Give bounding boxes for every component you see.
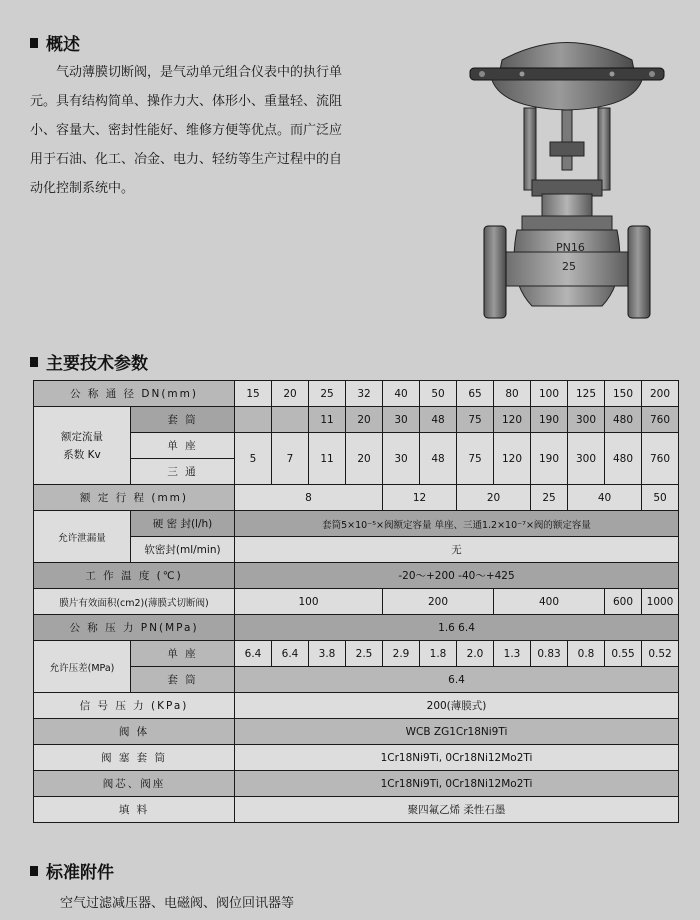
accessories-text: 空气过滤减压器、电磁阀、阀位回讯器等: [60, 896, 295, 911]
dp-single-cell: 6.4: [235, 641, 272, 667]
table-row: [34, 797, 679, 823]
kv-single-cell: 30: [383, 433, 420, 485]
kv-label: 额定流量 系数 Kv: [34, 407, 131, 485]
dn-cell: 25: [309, 381, 346, 407]
area-cell: 100: [235, 589, 383, 615]
kv-single-cell: 20: [346, 433, 383, 485]
dn-cell: 65: [457, 381, 494, 407]
table-row: [34, 485, 679, 511]
bullet-square-icon: [30, 38, 38, 48]
table-row: [34, 719, 679, 745]
dp-sleeve-label: 套 筒: [131, 667, 235, 693]
kv-sleeve-cell: 48: [420, 407, 457, 433]
signal-pressure-value: 200(薄膜式): [235, 693, 679, 719]
table-row: [34, 433, 679, 459]
table-row: [34, 615, 679, 641]
signal-pressure-label: 信 号 压 力 (KPa): [34, 693, 235, 719]
table-row: [34, 667, 679, 693]
dp-single-label: 单 座: [131, 641, 235, 667]
dn-cell: 200: [642, 381, 679, 407]
table-row: [34, 745, 679, 771]
packing-value: 聚四氟乙烯 柔性石墨: [235, 797, 679, 823]
table-row: [34, 381, 679, 407]
kv-single-cell: 48: [420, 433, 457, 485]
temperature-label: 工 作 温 度 (℃): [34, 563, 235, 589]
kv-single-cell: 5: [235, 433, 272, 485]
single-seat-label: 单 座: [131, 433, 235, 459]
three-way-label: 三 通: [131, 459, 235, 485]
leakage-label: 允许泄漏量: [34, 511, 131, 563]
kv-single-cell: 120: [494, 433, 531, 485]
stroke-cell: 40: [568, 485, 642, 511]
temperature-value: -20～+200 -40～+425: [235, 563, 679, 589]
dp-single-cell: 0.52: [642, 641, 679, 667]
kv-single-cell: 11: [309, 433, 346, 485]
spec-table: [33, 380, 679, 823]
area-cell: 600: [605, 589, 642, 615]
table-row: [34, 693, 679, 719]
allowable-dp-label: 允许压差(MPa): [34, 641, 131, 693]
dn-label: 公 称 通 径 DN(mm): [34, 381, 235, 407]
dp-single-cell: 2.5: [346, 641, 383, 667]
hard-seal-label: 硬 密 封(l/h): [131, 511, 235, 537]
soft-seal-value: 无: [235, 537, 679, 563]
table-row: [34, 511, 679, 537]
overview-line: 小、容量大、密封性能好、维修方便等优点。而广泛应: [30, 123, 343, 138]
core-seat-value: 1Cr18Ni9Ti, 0Cr18Ni12Mo2Ti: [235, 771, 679, 797]
dn-cell: 125: [568, 381, 605, 407]
dn-cell: 80: [494, 381, 531, 407]
hard-seal-value: 套筒5×10⁻⁵×阀额定容量 单座、三通1.2×10⁻⁷×阀的额定容量: [235, 511, 679, 537]
empty-cell: [235, 407, 272, 433]
table-row: [34, 407, 679, 433]
table-row: [34, 537, 679, 563]
overview-line: 用于石油、化工、冶金、电力、轻纺等生产过程中的自: [30, 152, 343, 167]
stroke-label: 额 定 行 程 (mm): [34, 485, 235, 511]
dp-sleeve-value: 6.4: [235, 667, 679, 693]
table-row: [34, 563, 679, 589]
kv-single-cell: 760: [642, 433, 679, 485]
soft-seal-label: 软密封(ml/min): [131, 537, 235, 563]
valve-body-value: WCB ZG1Cr18Ni9Ti: [235, 719, 679, 745]
plug-sleeve-value: 1Cr18Ni9Ti, 0Cr18Ni12Mo2Ti: [235, 745, 679, 771]
valve-pn-mark: PN16: [556, 241, 585, 254]
dp-single-cell: 0.8: [568, 641, 605, 667]
dp-single-cell: 3.8: [309, 641, 346, 667]
core-seat-label: 阀芯、阀座: [34, 771, 235, 797]
empty-cell: [272, 407, 309, 433]
nominal-pressure-label: 公 称 压 力 PN(MPa): [34, 615, 235, 641]
kv-sleeve-cell: 190: [531, 407, 568, 433]
pneumatic-valve-image: [462, 30, 672, 330]
specs-heading: 主要技术参数: [30, 349, 148, 374]
table-row: [34, 589, 679, 615]
dn-cell: 32: [346, 381, 383, 407]
bullet-square-icon: [30, 866, 38, 876]
stroke-cell: 50: [642, 485, 679, 511]
kv-sleeve-cell: 75: [457, 407, 494, 433]
dn-cell: 20: [272, 381, 309, 407]
plug-sleeve-label: 阀 塞 套 筒: [34, 745, 235, 771]
diaphragm-area-label: 膜片有效面积(cm2)(薄膜式切断阀): [34, 589, 235, 615]
dp-single-cell: 2.9: [383, 641, 420, 667]
table-row: [34, 641, 679, 667]
dn-cell: 50: [420, 381, 457, 407]
overview-line: 气动薄膜切断阀，是气动单元组合仪表中的执行单: [56, 65, 343, 80]
dn-cell: 150: [605, 381, 642, 407]
kv-sleeve-cell: 30: [383, 407, 420, 433]
dn-cell: 15: [235, 381, 272, 407]
dp-single-cell: 1.3: [494, 641, 531, 667]
overview-text: [30, 58, 402, 203]
kv-sleeve-cell: 11: [309, 407, 346, 433]
kv-sleeve-cell: 300: [568, 407, 605, 433]
dn-cell: 100: [531, 381, 568, 407]
kv-single-cell: 480: [605, 433, 642, 485]
accessories-heading: 标准附件: [30, 858, 114, 883]
dn-cell: 40: [383, 381, 420, 407]
stroke-cell: 20: [457, 485, 531, 511]
dp-single-cell: 1.8: [420, 641, 457, 667]
kv-sleeve-cell: 760: [642, 407, 679, 433]
stroke-cell: 12: [383, 485, 457, 511]
kv-single-cell: 75: [457, 433, 494, 485]
packing-label: 填 料: [34, 797, 235, 823]
bullet-square-icon: [30, 357, 38, 367]
table-row: [34, 771, 679, 797]
area-cell: 1000: [642, 589, 679, 615]
nominal-pressure-value: 1.6 6.4: [235, 615, 679, 641]
dp-single-cell: 2.0: [457, 641, 494, 667]
kv-sleeve-cell: 480: [605, 407, 642, 433]
kv-single-cell: 190: [531, 433, 568, 485]
area-cell: 400: [494, 589, 605, 615]
kv-single-cell: 300: [568, 433, 605, 485]
overview-line: 元。具有结构简单、操作力大、体形小、重量轻、流阻: [30, 94, 343, 109]
overview-heading: 概述: [30, 30, 80, 55]
kv-sleeve-cell: 20: [346, 407, 383, 433]
area-cell: 200: [383, 589, 494, 615]
stroke-cell: 25: [531, 485, 568, 511]
kv-single-cell: 7: [272, 433, 309, 485]
kv-sleeve-cell: 120: [494, 407, 531, 433]
dp-single-cell: 0.83: [531, 641, 568, 667]
dp-single-cell: 0.55: [605, 641, 642, 667]
dp-single-cell: 6.4: [272, 641, 309, 667]
sleeve-label: 套 筒: [131, 407, 235, 433]
valve-body-label: 阀 体: [34, 719, 235, 745]
overview-line: 动化控制系统中。: [30, 181, 135, 196]
valve-dn-mark: 25: [562, 260, 576, 273]
stroke-cell: 8: [235, 485, 383, 511]
